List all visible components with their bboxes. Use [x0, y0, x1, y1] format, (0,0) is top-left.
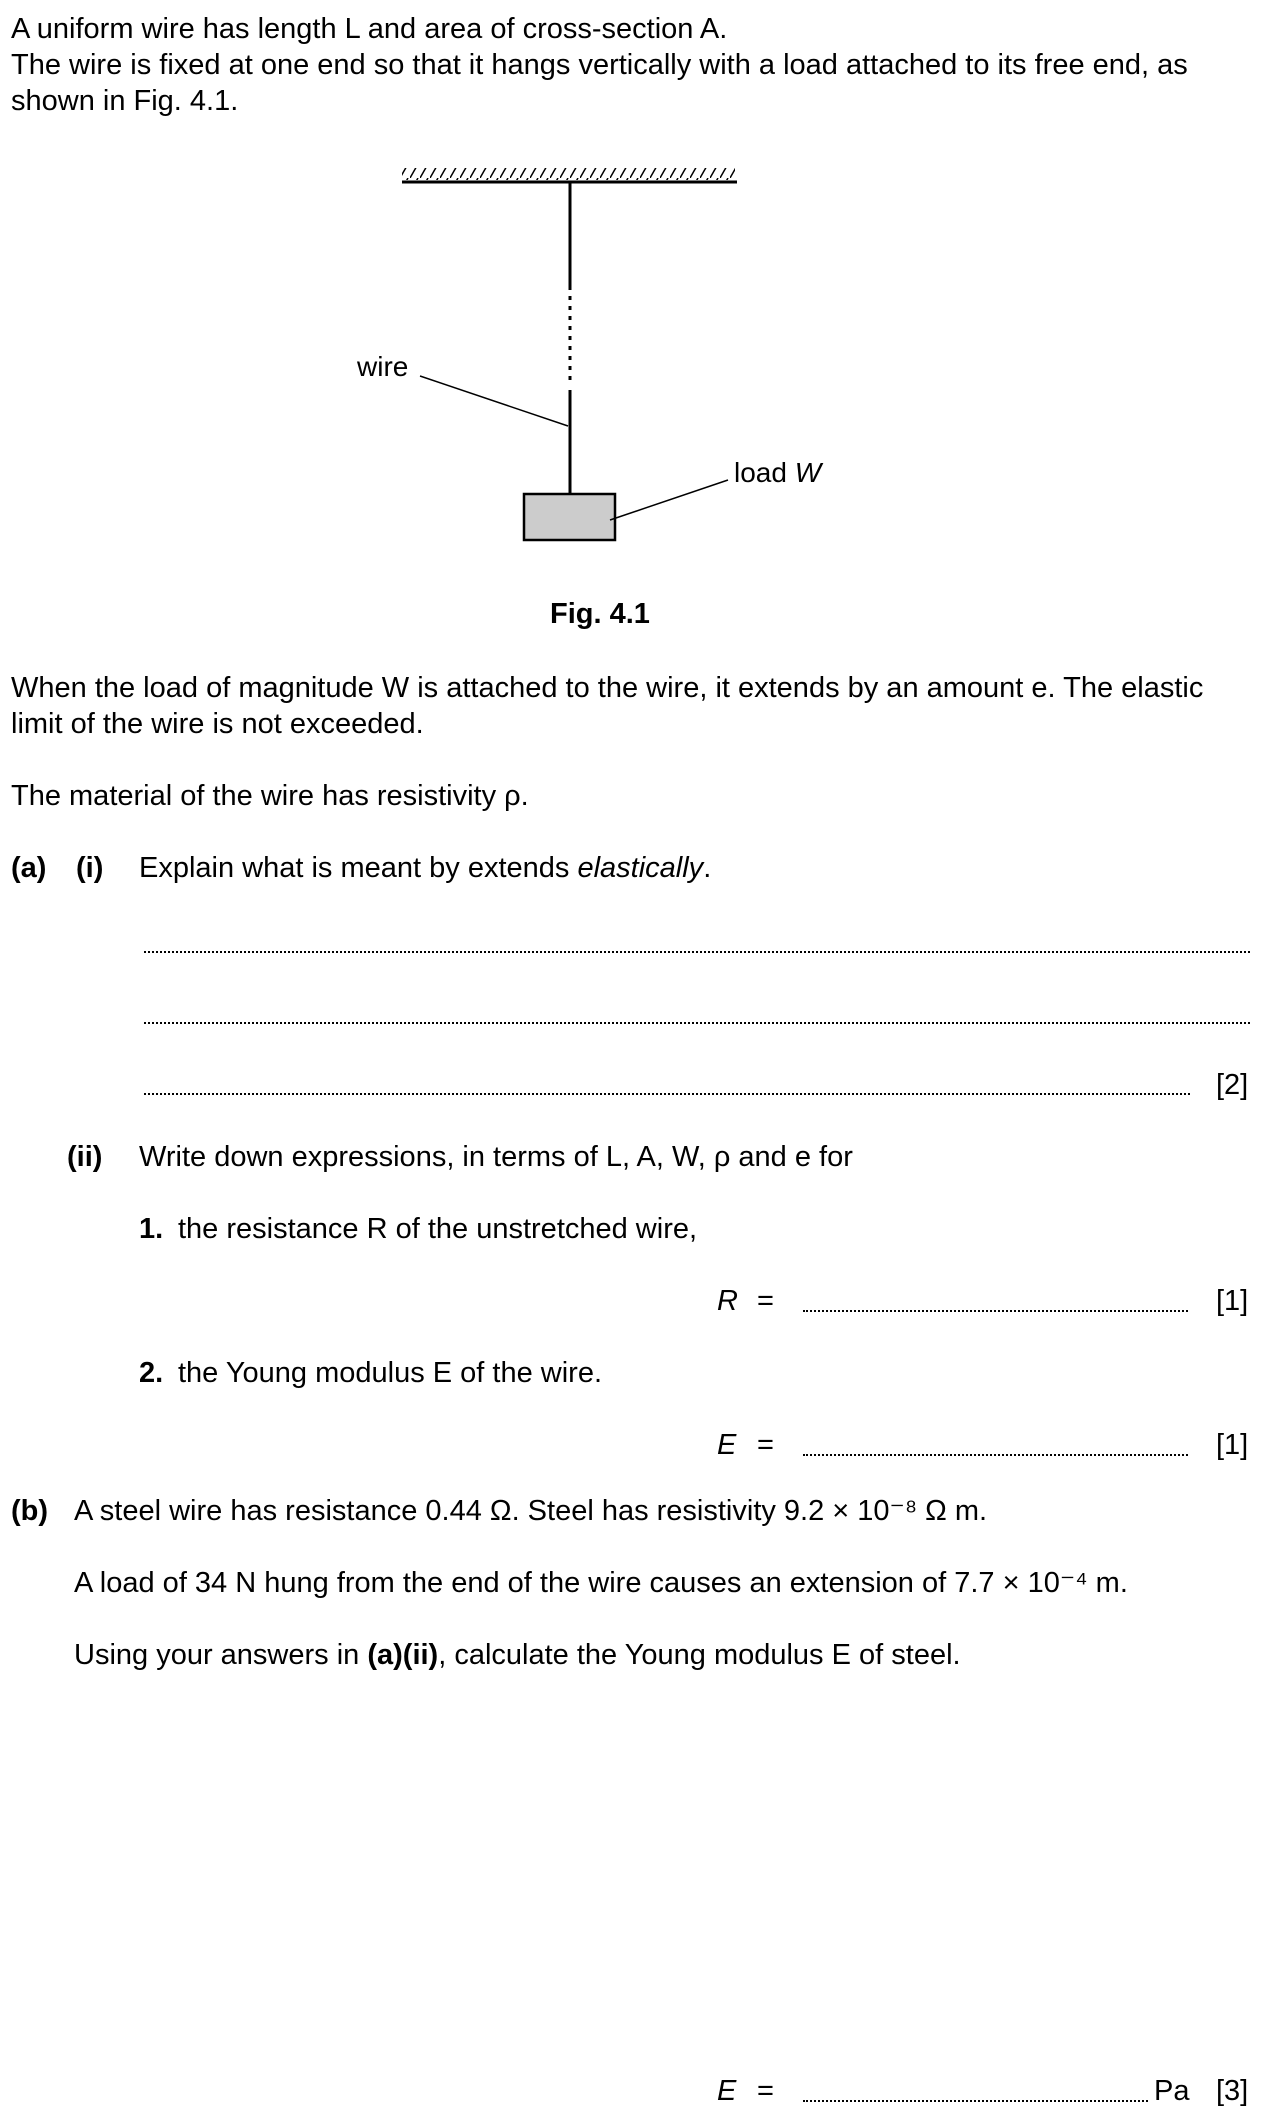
part-b-line-3-ref: (a)(ii) [367, 1639, 439, 1671]
marks-b: [3] [1216, 2075, 1249, 2107]
part-b-line-3-suffix: , calculate the Young modulus E of steel. [438, 1639, 961, 1671]
marks-a-i: [2] [1216, 1069, 1249, 1101]
part-a-i-suffix: . [703, 852, 712, 884]
part-b-line-3 [74, 1638, 961, 1673]
para2: The material of the wire has resistivity ρ. [11, 780, 529, 812]
part-a-label: (a) [11, 852, 47, 884]
load-leader-line [610, 480, 728, 520]
part-a-i-italic: elastically [577, 852, 704, 884]
part-b-line-2: A load of 34 N hung from the end of the wire causes an extension of 7.7 × 10⁻⁴ m. [74, 1567, 1128, 1599]
answer-line-a-i-2[interactable] [144, 1022, 1250, 1024]
answer-symbol-E-steel: E [717, 2075, 737, 2107]
part-a-i-label: (i) [76, 852, 104, 884]
answer-line-a-i-1[interactable] [144, 951, 1250, 953]
load-label: load W [734, 457, 822, 488]
item-1-number: 1. [139, 1213, 164, 1245]
intro-line-1: A uniform wire has length L and area of cross-section A. [11, 13, 728, 45]
item-2-number: 2. [139, 1357, 164, 1389]
intro-line-3: shown in Fig. 4.1. [11, 85, 239, 117]
marks-item-1: [1] [1216, 1285, 1249, 1317]
answer-symbol-R: R [717, 1285, 738, 1317]
answer-line-E[interactable] [803, 1454, 1188, 1456]
part-a-i-question [139, 851, 711, 886]
figure-caption: Fig. 4.1 [550, 598, 650, 630]
wire-label: wire [357, 351, 409, 382]
part-a-i-text: Explain what is meant by extends [139, 852, 578, 884]
part-b-line-3-prefix: Using your answers in [74, 1639, 368, 1671]
equals-E: = [757, 1429, 774, 1461]
item-1-text: the resistance R of the unstretched wire, [178, 1213, 698, 1245]
wire-leader-line [420, 376, 568, 426]
item-2-text: the Young modulus E of the wire. [178, 1357, 603, 1389]
answer-symbol-E: E [717, 1429, 737, 1461]
marks-item-2: [1] [1216, 1429, 1249, 1461]
part-b-label: (b) [11, 1495, 49, 1527]
unit-Pa: Pa [1154, 2075, 1190, 2107]
wire-load-diagram [0, 150, 1269, 550]
load-block [524, 494, 615, 540]
answer-line-a-i-3[interactable] [144, 1093, 1190, 1095]
ceiling-hatching [402, 168, 735, 180]
answer-line-E-steel[interactable] [803, 2100, 1148, 2102]
intro-line-2: The wire is fixed at one end so that it hangs vertically with a load attached to its free end, as [11, 49, 1188, 81]
part-b-line-1: A steel wire has resistance 0.44 Ω. Steel has resistivity 9.2 × 10⁻⁸ Ω m. [74, 1495, 988, 1527]
part-a-ii-question: Write down expressions, in terms of L, A, W, ρ and e for [139, 1141, 853, 1173]
para1-line-2: limit of the wire is not exceeded. [11, 708, 424, 740]
answer-line-R[interactable] [803, 1310, 1188, 1312]
equals-R: = [757, 1285, 774, 1317]
para1-line-1: When the load of magnitude W is attached to the wire, it extends by an amount e. The elastic [11, 672, 1204, 704]
part-a-ii-label: (ii) [67, 1141, 103, 1173]
equals-E-steel: = [757, 2075, 774, 2107]
